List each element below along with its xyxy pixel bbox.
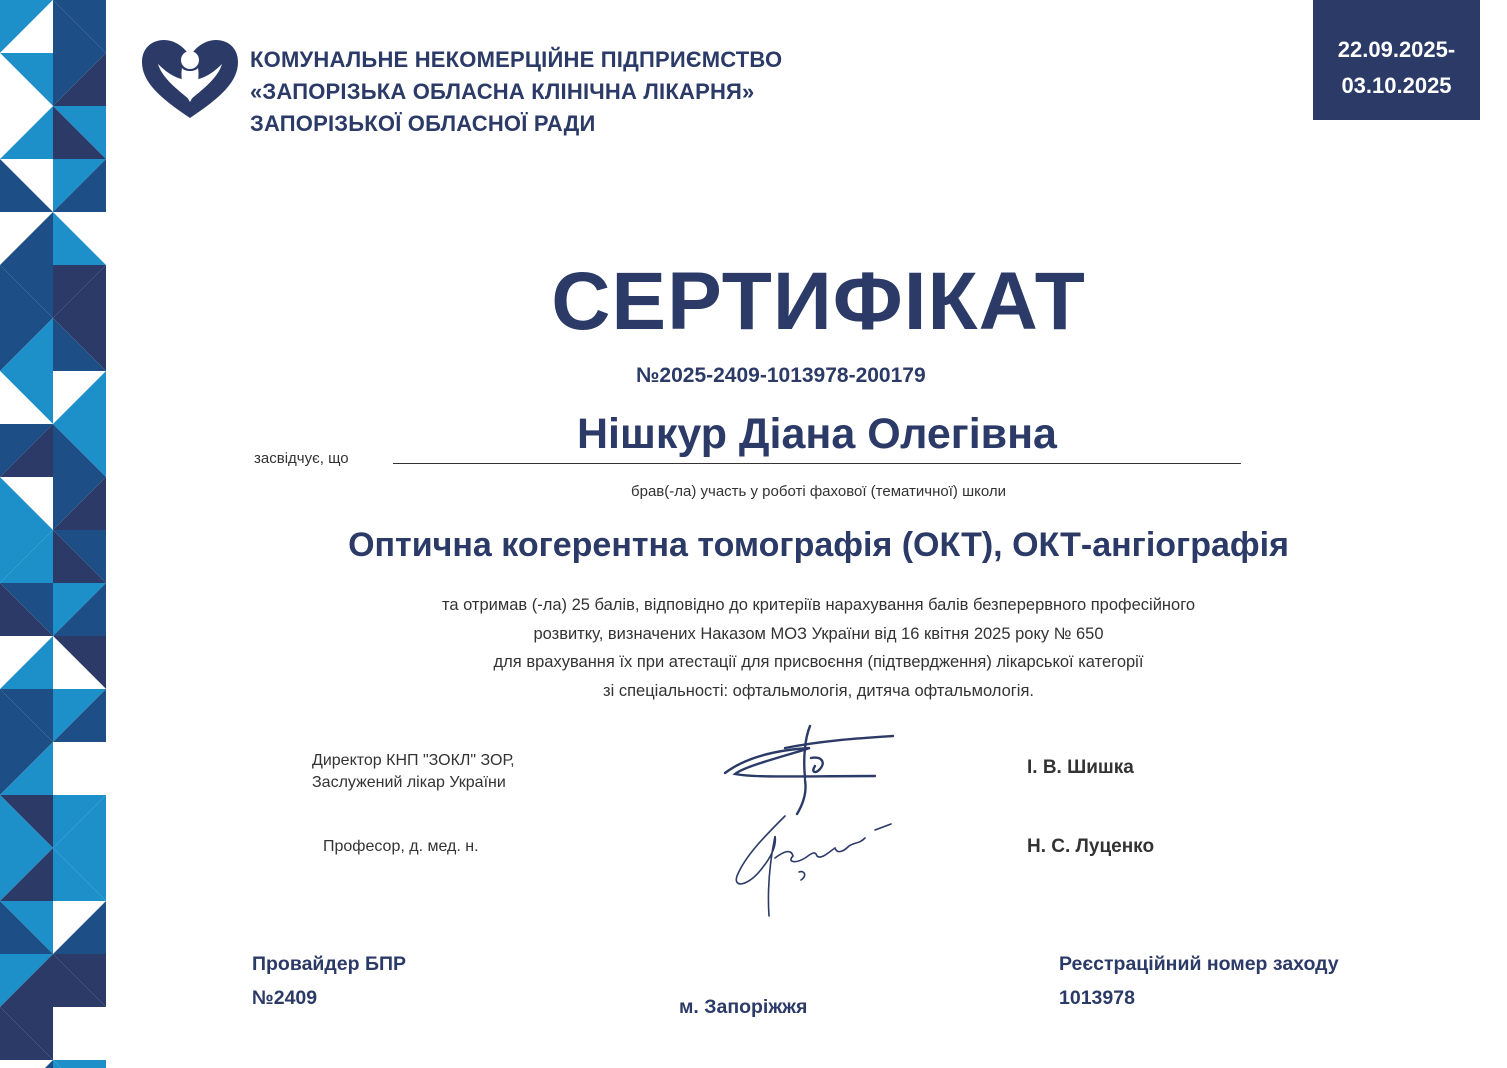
pattern-triangle	[53, 1060, 106, 1068]
date-end: 03.10.2025	[1341, 73, 1452, 98]
org-line-2: «ЗАПОРІЗЬКА ОБЛАСНА КЛІНІЧНА ЛІКАРНЯ»	[250, 79, 755, 104]
signer1-position-line2: Заслужений лікар України	[312, 774, 506, 791]
certificate-body	[0, 591, 1507, 705]
signer1-position	[312, 750, 515, 794]
certificate-title: СЕРТИФІКАТ	[551, 256, 1086, 347]
body-line-3: для врахування їх при атестації для присвоєння (підтвердження) лікарської категорії	[493, 653, 1144, 671]
signature-1-icon	[715, 718, 905, 818]
participation-text: брав(-ла) участь у роботі фахової (тематичної) школи	[631, 483, 1006, 500]
body-line-4: зі спеціальності: офтальмологія, дитяча офтальмологія.	[603, 681, 1034, 700]
organization-name	[250, 44, 782, 140]
name-underline	[393, 463, 1241, 464]
provider-label: Провайдер БПР	[252, 953, 406, 975]
heart-person-logo-icon	[140, 38, 240, 120]
date-range-badge	[1313, 0, 1480, 120]
body-line-1: та отримав (-ла) 25 балів, відповідно до критеріїв нарахування балів безперервного професійного	[441, 596, 1196, 614]
registration-label: Реєстраційний номер заходу	[1059, 953, 1339, 975]
body-line-2: розвитку, визначених Наказом МОЗ України від 16 квітня 2025 року № 650	[533, 624, 1104, 643]
certifies-label: засвідчує, що	[254, 450, 349, 467]
pattern-triangle	[0, 1060, 53, 1068]
signer2-position: Професор, д. мед. н.	[323, 838, 479, 855]
provider-block	[252, 947, 406, 1015]
org-line-1: КОМУНАЛЬНЕ НЕКОМЕРЦІЙНЕ ПІДПРИЄМСТВО	[250, 47, 783, 72]
certificate-number: №2025-2409-1013978-200179	[636, 364, 926, 387]
org-line-3: ЗАПОРІЗЬКОЇ ОБЛАСНОЇ РАДИ	[250, 111, 596, 136]
registration-block	[1059, 947, 1339, 1015]
city-label: м. Запоріжжя	[679, 996, 808, 1018]
signer2-name: Н. С. Луценко	[1027, 836, 1155, 857]
date-start: 22.09.2025-	[1337, 37, 1456, 62]
signer1-position-line1: Директор КНП "ЗОКЛ" ЗОР,	[312, 752, 515, 769]
recipient-name: Нішкур Діана Олегівна	[577, 410, 1057, 458]
provider-number: №2409	[252, 987, 318, 1009]
signature-2-icon	[725, 806, 905, 924]
registration-number: 1013978	[1059, 987, 1135, 1009]
course-title: Оптична когерентна томографія (ОКТ), ОКТ-ангіографія	[348, 526, 1289, 564]
signer1-name: І. В. Шишка	[1027, 757, 1134, 778]
